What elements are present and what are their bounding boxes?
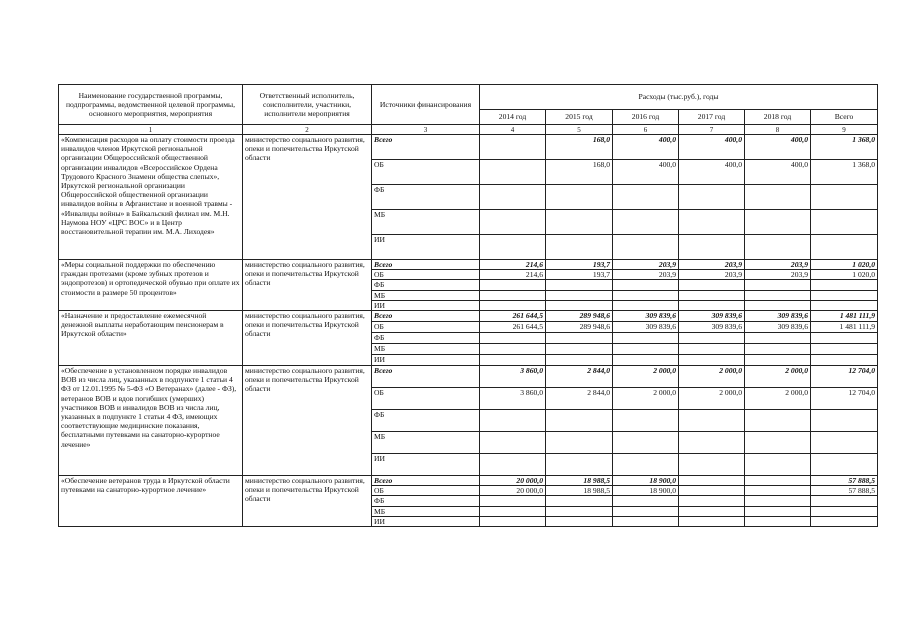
year-value [679,290,745,300]
year-value [613,516,679,526]
header-year: 2014 год [480,110,546,125]
table-row [59,135,878,160]
year-value [613,410,679,432]
year-value [679,355,745,366]
year-value: 309 839,6 [679,311,745,322]
total-value [811,333,878,344]
column-number: 3 [372,125,480,135]
total-value: 12 704,0 [811,388,878,410]
year-value [745,280,811,290]
table-row [59,311,878,322]
year-value [546,290,613,300]
year-value [546,344,613,355]
year-value: 309 839,6 [745,311,811,322]
funding-source: ФБ [372,496,480,506]
total-value: 57 888,5 [811,486,878,496]
year-value [613,235,679,260]
year-value: 18 900,0 [613,476,679,486]
total-value [811,210,878,235]
funding-source: ИИ [372,516,480,526]
year-value [546,454,613,476]
year-value [546,516,613,526]
table-row [59,366,878,388]
total-value [811,432,878,454]
year-value: 203,9 [613,260,679,270]
year-value [745,290,811,300]
year-value: 309 839,6 [679,322,745,333]
year-value: 203,9 [745,260,811,270]
funding-source: ОБ [372,322,480,333]
header-source: Источники финансирования [372,85,480,125]
program-table [58,84,878,527]
total-value: 12 704,0 [811,366,878,388]
funding-source: ИИ [372,454,480,476]
year-value [679,344,745,355]
measure-name: «Обеспечение в установленном порядке инвалидов ВОВ из числа лиц, указанных в подпункте 1 статьи 4 ФЗ от 12.01.1995 № 5-ФЗ «О Ветеранах» (далее - ФЗ), ветеранов ВОВ и вдов погибших (умерших) участников ВОВ и инвалидов ВОВ из числа лиц, указанных в подпункте 1 статьи 4 ФЗ, имеющих соответствующие медицинские показания, бесплатными путевками на санаторно-курортное лечение» [59,366,243,476]
total-value: 1 368,0 [811,160,878,185]
year-value [745,355,811,366]
year-value [613,496,679,506]
year-value [745,506,811,516]
year-value: 309 839,6 [745,322,811,333]
total-value: 57 888,5 [811,476,878,486]
total-value [811,300,878,310]
year-value [480,280,546,290]
column-number: 2 [243,125,372,135]
year-value: 2 000,0 [679,388,745,410]
year-value: 261 644,5 [480,322,546,333]
year-value [679,235,745,260]
year-value [679,486,745,496]
measure-name: «Назначение и предоставление ежемесячной денежной выплаты неработающим пенсионерам в Иркутской области» [59,311,243,366]
year-value [613,333,679,344]
document-sheet [58,84,878,527]
funding-source: Всего [372,260,480,270]
year-value [546,432,613,454]
year-value [480,496,546,506]
year-value: 2 000,0 [613,388,679,410]
funding-source: ФБ [372,280,480,290]
table-body [59,135,878,527]
total-value [811,290,878,300]
year-value: 20 000,0 [480,486,546,496]
year-value [679,516,745,526]
total-value: 1 481 111,9 [811,322,878,333]
year-value [613,300,679,310]
year-value [679,454,745,476]
year-value [745,333,811,344]
year-value [480,185,546,210]
year-value: 261 644,5 [480,311,546,322]
funding-source: Всего [372,135,480,160]
year-value: 400,0 [613,160,679,185]
column-number: 8 [745,125,811,135]
year-value [613,210,679,235]
year-value [546,355,613,366]
year-value [480,160,546,185]
year-value: 193,7 [546,260,613,270]
funding-source: ФБ [372,333,480,344]
column-number: 9 [811,125,878,135]
year-value [546,300,613,310]
year-value: 2 844,0 [546,388,613,410]
year-value [480,410,546,432]
year-value [745,344,811,355]
funding-source: ИИ [372,300,480,310]
header-year: 2017 год [679,110,745,125]
funding-source: Всего [372,476,480,486]
year-value: 2 844,0 [546,366,613,388]
funding-source: ОБ [372,270,480,280]
year-value [546,496,613,506]
year-value [613,432,679,454]
year-value: 18 988,5 [546,476,613,486]
year-value: 20 000,0 [480,476,546,486]
funding-source: ИИ [372,355,480,366]
year-value: 203,9 [613,270,679,280]
year-value [480,355,546,366]
funding-source: МБ [372,506,480,516]
year-value: 400,0 [613,135,679,160]
total-value: 1 368,0 [811,135,878,160]
funding-source: ОБ [372,388,480,410]
funding-source: МБ [372,432,480,454]
header-year: 2016 год [613,110,679,125]
funding-source: МБ [372,290,480,300]
year-value [546,333,613,344]
total-value [811,355,878,366]
funding-source: Всего [372,366,480,388]
funding-source: МБ [372,344,480,355]
year-value [745,432,811,454]
year-value: 309 839,6 [613,311,679,322]
year-value: 214,6 [480,260,546,270]
year-value: 400,0 [745,135,811,160]
year-value [613,506,679,516]
year-value [679,496,745,506]
funding-source: ОБ [372,160,480,185]
year-value [613,290,679,300]
year-value [679,300,745,310]
header-name: Наименование государственной программы, подпрограммы, ведомственной целевой программы, основного мероприятия, мероприятия [59,85,243,125]
year-value [480,333,546,344]
year-value: 214,6 [480,270,546,280]
table-row [59,260,878,270]
year-value: 168,0 [546,160,613,185]
total-value [811,344,878,355]
executor-name: министерство социального развития, опеки и попечительства Иркутской области [243,311,372,366]
column-number: 7 [679,125,745,135]
table-row [59,476,878,486]
header-total: Всего [811,110,878,125]
year-value: 289 948,6 [546,322,613,333]
header-expenses: Расходы (тыс.руб.), годы [480,85,878,110]
column-number: 1 [59,125,243,135]
year-value [480,432,546,454]
year-value: 400,0 [745,160,811,185]
year-value [679,185,745,210]
total-value [811,280,878,290]
year-value [745,476,811,486]
year-value [480,454,546,476]
year-value [546,280,613,290]
year-value [546,410,613,432]
year-value: 2 000,0 [745,366,811,388]
year-value [546,506,613,516]
year-value [480,300,546,310]
year-value [613,280,679,290]
total-value [811,506,878,516]
year-value [546,235,613,260]
year-value: 18 900,0 [613,486,679,496]
year-value [679,432,745,454]
header-executor: Ответственный исполнитель, соисполнители, участники, исполнители мероприятия [243,85,372,125]
year-value [546,185,613,210]
year-value [745,185,811,210]
year-value [745,235,811,260]
year-value: 3 860,0 [480,388,546,410]
total-value [811,496,878,506]
year-value: 18 988,5 [546,486,613,496]
funding-source: МБ [372,210,480,235]
year-value: 203,9 [679,260,745,270]
executor-name: министерство социального развития, опеки и попечительства Иркутской области [243,135,372,260]
year-value [613,185,679,210]
year-value [745,300,811,310]
year-value: 168,0 [546,135,613,160]
executor-name: министерство социального развития, опеки и попечительства Иркутской области [243,476,372,527]
year-value [679,410,745,432]
header-year: 2018 год [745,110,811,125]
year-value: 400,0 [679,135,745,160]
year-value [745,410,811,432]
year-value: 3 860,0 [480,366,546,388]
year-value [745,454,811,476]
funding-source: ФБ [372,410,480,432]
column-number: 4 [480,125,546,135]
executor-name: министерство социального развития, опеки и попечительства Иркутской области [243,366,372,476]
total-value: 1 020,0 [811,270,878,280]
year-value: 203,9 [745,270,811,280]
year-value: 309 839,6 [613,322,679,333]
year-value [745,210,811,235]
total-value [811,235,878,260]
measure-name: «Обеспечение ветеранов труда в Иркутской области путевками на санаторно-курортное лечение» [59,476,243,527]
year-value [613,454,679,476]
year-value [480,210,546,235]
column-number: 5 [546,125,613,135]
total-value [811,410,878,432]
funding-source: ФБ [372,185,480,210]
executor-name: министерство социального развития, опеки и попечительства Иркутской области [243,260,372,311]
year-value [679,506,745,516]
year-value [745,486,811,496]
column-number: 6 [613,125,679,135]
year-value [613,344,679,355]
total-value [811,185,878,210]
year-value: 2 000,0 [679,366,745,388]
measure-name: «Меры социальной поддержки по обеспечению граждан протезами (кроме зубных протезов и эндопротезов) и ортопедической обувью при оплате их стоимости в размере 50 процентов» [59,260,243,311]
year-value [679,333,745,344]
measure-name: «Компенсация расходов на оплату стоимости проезда инвалидов членов Иркутской региональной организации Общероссийской общественной организации инвалидов «Всероссийское Ордена Трудового Красного Знамени общества слепых», Иркутской региональной организации Общероссийской общественной организации инвалидов войны в Афганистане и военной травмы - «Инвалиды войны» в Байкальский филиал им. М.Н. Наумова НОУ «ЦРС ВОС» и в Центр восстановительной терапии им. М.А. Лиходея» [59,135,243,260]
total-value [811,454,878,476]
year-value: 193,7 [546,270,613,280]
total-value [811,516,878,526]
funding-source: Всего [372,311,480,322]
year-value [480,344,546,355]
year-value [679,476,745,486]
funding-source: ОБ [372,486,480,496]
year-value: 2 000,0 [745,388,811,410]
year-value: 203,9 [679,270,745,280]
total-value: 1 481 111,9 [811,311,878,322]
year-value [480,516,546,526]
year-value: 289 948,6 [546,311,613,322]
year-value [480,506,546,516]
year-value [480,235,546,260]
funding-source: ИИ [372,235,480,260]
year-value [546,210,613,235]
year-value: 2 000,0 [613,366,679,388]
year-value [613,355,679,366]
year-value [480,290,546,300]
year-value [679,210,745,235]
total-value: 1 020,0 [811,260,878,270]
year-value: 400,0 [679,160,745,185]
year-value [480,135,546,160]
year-value [745,496,811,506]
year-value [679,280,745,290]
year-value [745,516,811,526]
header-year: 2015 год [546,110,613,125]
